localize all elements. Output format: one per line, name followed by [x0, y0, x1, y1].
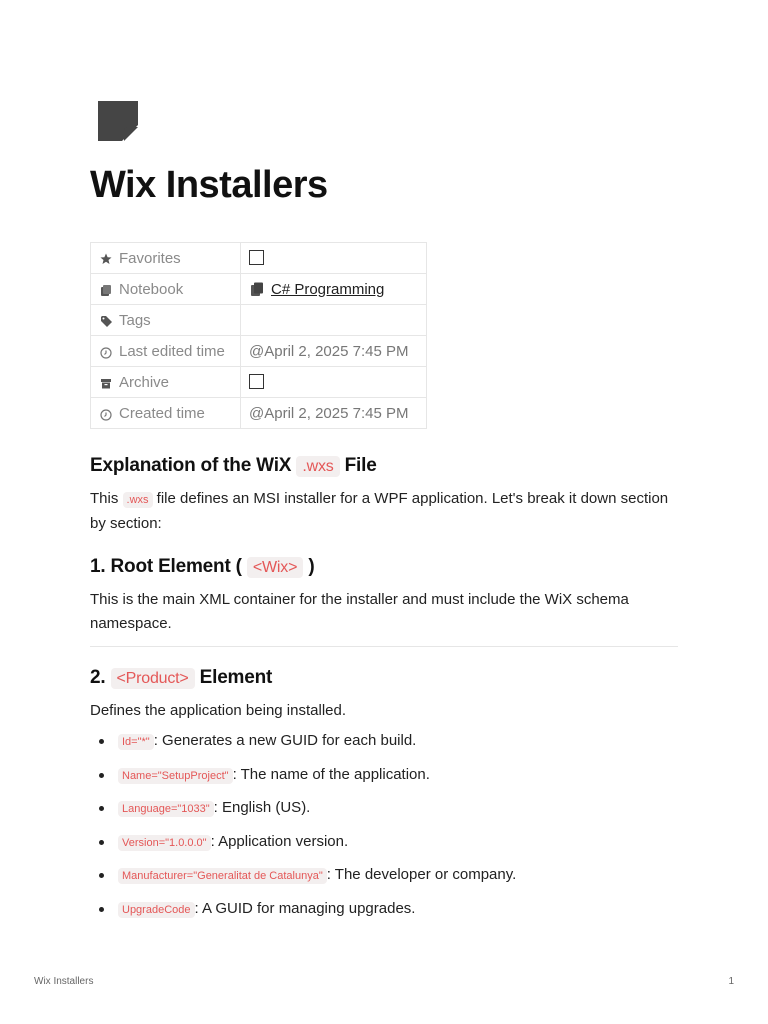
- product-paragraph: Defines the application being installed.: [90, 702, 347, 719]
- archive-checkbox[interactable]: [249, 374, 264, 389]
- property-label: Last edited time: [119, 342, 225, 360]
- inline-code: Version="1.0.0.0": [118, 835, 211, 851]
- page-content: [90, 452, 678, 930]
- list-item: Version="1.0.0.0" : Application version.: [90, 830, 678, 855]
- property-row-tags: [91, 305, 427, 336]
- inline-code: .wxs: [123, 492, 153, 508]
- property-row-favorites: [91, 243, 427, 274]
- footer-page-number: 1: [728, 976, 734, 987]
- properties-table: [90, 242, 427, 429]
- footer-title: Wix Installers: [34, 976, 94, 987]
- notebook-icon: [99, 283, 113, 297]
- root-paragraph: This is the main XML container for the installer and must include the WiX schema namespace.: [90, 591, 629, 632]
- inline-code: .wxs: [296, 456, 339, 477]
- tags-value[interactable]: [241, 305, 427, 336]
- inline-code: Name="SetupProject": [118, 768, 233, 784]
- inline-code: Language="1033": [118, 801, 214, 817]
- created-time-value: @April 2, 2025 7:45 PM: [241, 398, 427, 429]
- intro-paragraph: This .wxs file defines an MSI installer for a WPF application. Let's break it down section by section:: [90, 490, 669, 532]
- clock-icon: [99, 345, 113, 359]
- heading-explanation: Explanation of the WiX .wxs File: [90, 455, 377, 476]
- list-item: Language="1033" : English (US).: [90, 796, 678, 821]
- property-label: Favorites: [119, 249, 181, 267]
- star-icon: [99, 252, 113, 266]
- notebook-link[interactable]: C# Programming: [271, 280, 385, 298]
- last-edited-value: @April 2, 2025 7:45 PM: [241, 336, 427, 367]
- inline-code: Id="*": [118, 734, 154, 750]
- sticky-note-icon: [98, 101, 138, 141]
- inline-code: <Product>: [111, 668, 195, 689]
- property-label: Archive: [119, 373, 170, 391]
- property-row-notebook: [91, 274, 427, 305]
- list-item: UpgradeCode : A GUID for managing upgrades.: [90, 897, 678, 922]
- list-item: Manufacturer="Generalitat de Catalunya" : The developer or company.: [90, 863, 678, 888]
- inline-code: <Wix>: [247, 557, 303, 578]
- notebook-icon: [249, 281, 265, 297]
- divider: [90, 646, 678, 647]
- list-item: Name="SetupProject" : The name of the application.: [90, 763, 678, 788]
- heading-root-element: 1. Root Element ( <Wix> ): [90, 556, 315, 577]
- property-row-created: [91, 398, 427, 429]
- property-label: Tags: [119, 311, 151, 329]
- property-row-last-edited: [91, 336, 427, 367]
- inline-code: Manufacturer="Generalitat de Catalunya": [118, 868, 327, 884]
- clock-icon: [99, 407, 113, 421]
- inline-code: UpgradeCode: [118, 902, 195, 918]
- property-label: Created time: [119, 404, 205, 422]
- property-row-archive: [91, 367, 427, 398]
- heading-product-element: 2. <Product> Element: [90, 667, 273, 688]
- archive-icon: [99, 376, 113, 390]
- list-item: Id="*" : Generates a new GUID for each build.: [90, 729, 678, 754]
- product-attribute-list: [90, 729, 678, 922]
- page-title: Wix Installers: [90, 164, 328, 206]
- tag-icon: [99, 314, 113, 328]
- favorites-checkbox[interactable]: [249, 250, 264, 265]
- property-label: Notebook: [119, 280, 184, 298]
